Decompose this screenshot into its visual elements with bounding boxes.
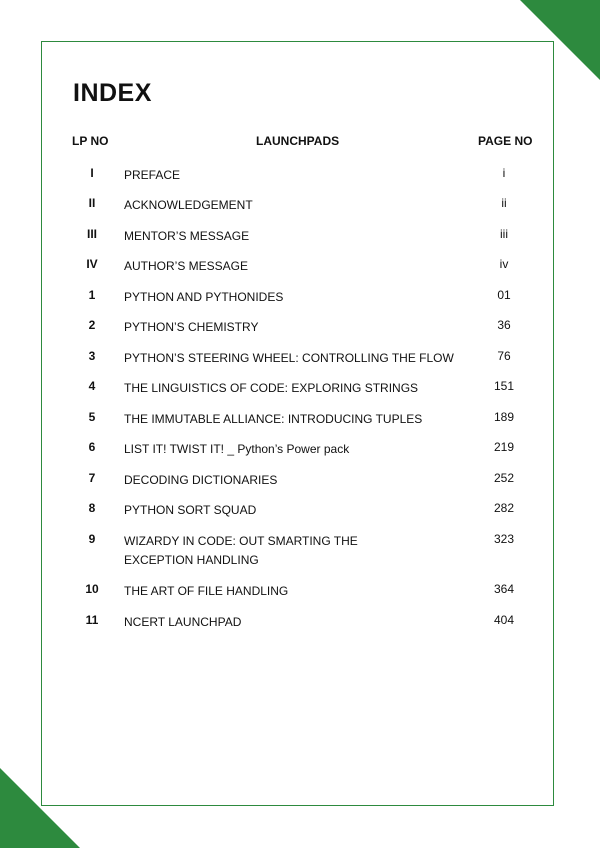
page-number: 01: [497, 288, 511, 302]
launchpad-title: PYTHON’S STEERING WHEEL: CONTROLLING THE FLOW: [124, 351, 454, 365]
table-row: [0, 318, 600, 336]
table-row: [0, 196, 600, 214]
table-row: [0, 613, 600, 631]
header-lp-no: LP NO: [72, 134, 109, 148]
lp-number: 11: [85, 613, 99, 627]
page-number: 189: [493, 410, 515, 424]
launchpad-title: PYTHON SORT SQUAD: [124, 503, 257, 517]
table-row: [0, 257, 600, 275]
lp-number: 2: [88, 318, 96, 332]
table-row: [0, 471, 600, 489]
lp-number: 6: [88, 440, 96, 454]
page-number: i: [502, 166, 506, 180]
page-number: 323: [493, 532, 515, 546]
launchpad-title: PREFACE: [124, 168, 181, 182]
launchpad-title: WIZARDY IN CODE: OUT SMARTING THE EXCEPTION HANDLING: [124, 534, 358, 567]
header-launchpads: LAUNCHPADS: [256, 134, 340, 148]
launchpad-title: DECODING DICTIONARIES: [124, 473, 278, 487]
lp-number: 5: [88, 410, 96, 424]
lp-number: II: [88, 196, 96, 210]
page-number: 36: [497, 318, 511, 332]
launchpad-title: PYTHON AND PYTHONIDES: [124, 290, 284, 304]
launchpad-title: NCERT LAUNCHPAD: [124, 615, 242, 629]
table-row: [0, 440, 600, 458]
header-page-no: PAGE NO: [478, 134, 533, 148]
launchpad-title: THE LINGUISTICS OF CODE: EXPLORING STRINGS: [124, 381, 419, 395]
lp-number: 9: [88, 532, 96, 546]
page-number: 76: [497, 349, 511, 363]
page-number: 252: [493, 471, 515, 485]
page-number: 282: [493, 501, 515, 515]
table-row: [0, 166, 600, 184]
page-number: iv: [499, 257, 509, 271]
page-number: 219: [493, 440, 515, 454]
table-row: [0, 410, 600, 428]
table-row: [0, 349, 600, 367]
page-number: 364: [493, 582, 515, 596]
page-number: iii: [500, 227, 508, 241]
launchpad-title: MENTOR’S MESSAGE: [124, 229, 250, 243]
lp-number: 1: [88, 288, 96, 302]
lp-number: I: [90, 166, 94, 180]
lp-number: IV: [86, 257, 98, 271]
page-number: 404: [493, 613, 515, 627]
launchpad-title: ACKNOWLEDGEMENT: [124, 198, 253, 212]
lp-number: 7: [88, 471, 96, 485]
page-number: ii: [501, 196, 507, 210]
table-row: [0, 288, 600, 306]
page-title: INDEX: [73, 79, 152, 107]
launchpad-title: AUTHOR’S MESSAGE: [124, 259, 249, 273]
launchpad-title: THE ART OF FILE HANDLING: [124, 584, 289, 598]
table-row: [0, 532, 600, 567]
launchpad-title: THE IMMUTABLE ALLIANCE: INTRODUCING TUPLES: [124, 412, 423, 426]
table-row: [0, 379, 600, 397]
lp-number: 8: [88, 501, 96, 515]
page-number: 151: [493, 379, 515, 393]
table-row: [0, 501, 600, 519]
launchpad-title: LIST IT! TWIST IT! _ Python’s Power pack: [124, 442, 350, 456]
lp-number: 3: [88, 349, 96, 363]
table-row: [0, 582, 600, 600]
lp-number: 4: [88, 379, 96, 393]
table-row: [0, 227, 600, 245]
lp-number: 10: [85, 582, 99, 596]
lp-number: III: [86, 227, 97, 241]
launchpad-title: PYTHON’S CHEMISTRY: [124, 320, 259, 334]
